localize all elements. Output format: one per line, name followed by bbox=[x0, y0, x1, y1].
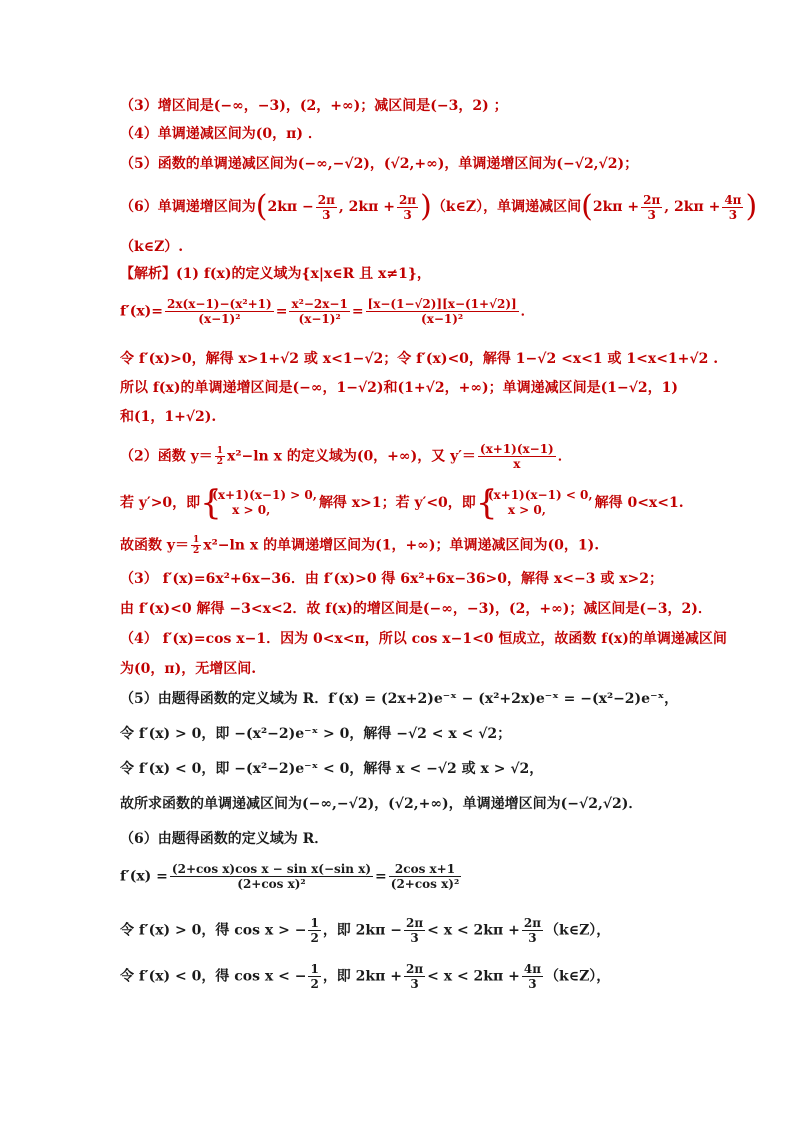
paren: ) bbox=[420, 189, 432, 224]
answer-line-3: （3）增区间是(−∞，−3)，(2，+∞)；减区间是(−3，2) ； bbox=[120, 98, 508, 114]
fraction bbox=[389, 862, 461, 891]
numerator: 4π bbox=[523, 962, 541, 976]
denominator: 3 bbox=[647, 207, 656, 222]
analysis-line-2a bbox=[120, 442, 572, 471]
denominator: 3 bbox=[528, 977, 537, 991]
analysis-line-6a: （6）由题得函数的定义域为 R． bbox=[120, 831, 329, 847]
analysis-line-1c: 和(1，1+√2). bbox=[120, 409, 217, 425]
paren: ( bbox=[581, 189, 593, 224]
numerator: (x+1)(x−1) bbox=[479, 442, 554, 456]
fraction bbox=[191, 535, 201, 556]
denominator: x bbox=[513, 457, 521, 471]
text: 解得 x>1；若 y′<0，即 bbox=[318, 495, 476, 511]
text: ． bbox=[520, 303, 535, 320]
fraction bbox=[397, 193, 418, 222]
denominator: 3 bbox=[403, 207, 412, 222]
text: = bbox=[351, 303, 364, 320]
denominator: 3 bbox=[322, 207, 331, 222]
denominator: 2 bbox=[216, 457, 224, 467]
text: x²−ln x 的定义域为(0，+∞)，又 y′＝ bbox=[227, 448, 476, 465]
answer-line-4: （4）单调递减区间为(0，π) ． bbox=[120, 126, 322, 142]
text: , 2kπ + bbox=[338, 199, 395, 215]
text: 解得 0<x<1. bbox=[594, 495, 684, 511]
fraction bbox=[522, 962, 543, 991]
numerator: x²−2x−1 bbox=[291, 297, 348, 311]
text: 若 y′>0，即 bbox=[120, 495, 201, 511]
analysis-heading: 【解析】(1) f(x)的定义域为{x|x∈R 且 x≠1}， bbox=[120, 266, 431, 282]
numerator: 2π bbox=[643, 192, 661, 207]
fraction bbox=[308, 916, 320, 945]
analysis-line-6b bbox=[120, 862, 463, 891]
answer-line-6-cont: （k∈Z）. bbox=[120, 239, 184, 255]
answer-line-6 bbox=[120, 189, 758, 224]
text: （2）函数 y＝ bbox=[120, 448, 213, 465]
analysis-line-1b: 所以 f(x)的单调递增区间是(−∞，1−√2)和(1+√2，+∞)；单调递减区间是(1−√2，1) bbox=[120, 380, 679, 396]
fraction bbox=[170, 862, 373, 891]
fraction bbox=[289, 297, 349, 326]
denominator: (2+cos x)² bbox=[237, 877, 306, 891]
denominator: (2+cos x)² bbox=[390, 877, 460, 891]
analysis-line-5b: 令 f′(x) > 0，即 −(x²−2)e⁻ˣ > 0，解得 −√2 < x < √2； bbox=[120, 726, 512, 742]
numerator: 1 bbox=[193, 535, 200, 545]
fraction bbox=[165, 297, 274, 326]
analysis-line-3a: （3） f′(x)=6x²+6x−36．由 f′(x)>0 得 6x²+6x−36>0，解得 x<−3 或 x>2； bbox=[120, 571, 664, 587]
text: 故函数 y＝ bbox=[120, 537, 190, 554]
text: = bbox=[275, 303, 288, 320]
fraction bbox=[308, 962, 320, 991]
text: （k∈Z），单调递减区间 bbox=[431, 199, 582, 215]
derivative-line-1 bbox=[120, 297, 535, 326]
fraction bbox=[478, 442, 556, 471]
denominator: (x−1)² bbox=[421, 312, 464, 326]
denominator: 3 bbox=[410, 931, 419, 945]
answer-line-5: （5）函数的单调递减区间为(−∞,−√2)，(√2,+∞)，单调递增区间为(−√2,√2)； bbox=[120, 156, 639, 172]
numerator: 1 bbox=[310, 962, 319, 976]
text: ，即 2kπ − bbox=[322, 922, 402, 939]
analysis-line-3b: 由 f′(x)<0 解得 −3<x<2．故 f(x)的增区间是(−∞，−3)，(2，+∞)；减区间是(−3，2)． bbox=[120, 601, 712, 617]
numerator: (2+cos x)cos x − sin x(−sin x) bbox=[171, 862, 372, 876]
numerator: 2π bbox=[317, 192, 335, 207]
numerator: 4π bbox=[724, 192, 742, 207]
analysis-line-2c bbox=[120, 535, 599, 556]
text: ． bbox=[557, 448, 572, 465]
text: , 2kπ + bbox=[664, 199, 721, 215]
fraction bbox=[404, 962, 425, 991]
denominator: 3 bbox=[410, 977, 419, 991]
analysis-line-6c bbox=[120, 916, 610, 945]
system-row: { (x+1)(x−1) > 0, bbox=[212, 488, 317, 502]
system-row: x > 0, bbox=[232, 503, 271, 517]
numerator: 2π bbox=[398, 192, 417, 207]
text: x²−ln x 的单调递增区间为(1，+∞)；单调递减区间为(0，1). bbox=[203, 537, 600, 554]
numerator: 2x(x−1)−(x²+1) bbox=[167, 297, 272, 311]
text: ，即 2kπ + bbox=[322, 968, 402, 985]
text: f′(x)= bbox=[120, 303, 164, 320]
inequality-system bbox=[202, 488, 317, 518]
denominator: 3 bbox=[528, 931, 537, 945]
analysis-line-4a: （4） f′(x)=cos x−1．因为 0<x<π，所以 cos x−1<0 恒成立，故函数 f(x)的单调递减区间 bbox=[120, 631, 727, 647]
numerator: [x−(1−√2)][x−(1+√2)] bbox=[367, 297, 517, 311]
text: f′(x) = bbox=[120, 868, 168, 885]
numerator: 2cos x+1 bbox=[389, 862, 461, 877]
fraction bbox=[316, 193, 337, 222]
denominator: 2 bbox=[310, 977, 319, 991]
text: （k∈Z）， bbox=[545, 922, 611, 939]
analysis-line-5d: 故所求函数的单调递减区间为(−∞,−√2)，(√2,+∞)，单调递增区间为(−√2,√2)． bbox=[120, 796, 643, 812]
analysis-line-5c: 令 f′(x) < 0，即 −(x²−2)e⁻ˣ < 0，解得 x < −√2 或 x > √2， bbox=[120, 761, 544, 777]
analysis-line-2b bbox=[120, 488, 684, 518]
paren: ( bbox=[255, 189, 268, 224]
denominator: (x−1)² bbox=[198, 312, 241, 326]
numerator: 1 bbox=[216, 446, 224, 456]
analysis-line-6d bbox=[120, 962, 610, 991]
denominator: 3 bbox=[728, 207, 738, 222]
fraction bbox=[215, 446, 225, 467]
numerator: 1 bbox=[310, 916, 319, 930]
text: < x < 2kπ + bbox=[427, 922, 520, 939]
system-row: x > 0, bbox=[507, 503, 546, 517]
numerator: 2π bbox=[405, 916, 424, 930]
analysis-line-1a: 令 f′(x)>0，解得 x>1+√2 或 x<1−√2；令 f′(x)<0，解得 1−√2 <x<1 或 1<x<1+√2 . bbox=[120, 351, 719, 367]
text: < x < 2kπ + bbox=[427, 968, 520, 985]
text: 令 f′(x) < 0，得 cos x < − bbox=[120, 968, 307, 985]
denominator: 2 bbox=[310, 931, 319, 945]
analysis-line-4b: 为(0，π)，无增区间. bbox=[120, 661, 257, 677]
fraction bbox=[404, 916, 425, 945]
text: = bbox=[375, 868, 387, 885]
fraction bbox=[641, 193, 662, 222]
text: （k∈Z）， bbox=[545, 968, 611, 985]
paren: ) bbox=[745, 189, 758, 224]
system-row: { (x+1)(x−1) < 0, bbox=[487, 488, 593, 502]
inequality-system bbox=[478, 488, 593, 518]
numerator: 2π bbox=[405, 962, 424, 976]
fraction bbox=[722, 193, 743, 222]
fraction bbox=[366, 297, 519, 326]
numerator: 2π bbox=[523, 916, 541, 930]
fraction bbox=[522, 916, 543, 945]
text: 令 f′(x) > 0，得 cos x > − bbox=[120, 922, 307, 939]
denominator: (x−1)² bbox=[298, 312, 341, 326]
text: 2kπ − bbox=[267, 199, 314, 215]
text: 2kπ + bbox=[592, 199, 640, 215]
denominator: 2 bbox=[193, 546, 200, 556]
analysis-line-5a: （5）由题得函数的定义域为 R．f′(x) = (2x+2)e⁻ˣ − (x²+2x)e⁻ˣ = −(x²−2)e⁻ˣ， bbox=[120, 691, 679, 707]
text: （6）单调递增区间为 bbox=[120, 199, 256, 215]
